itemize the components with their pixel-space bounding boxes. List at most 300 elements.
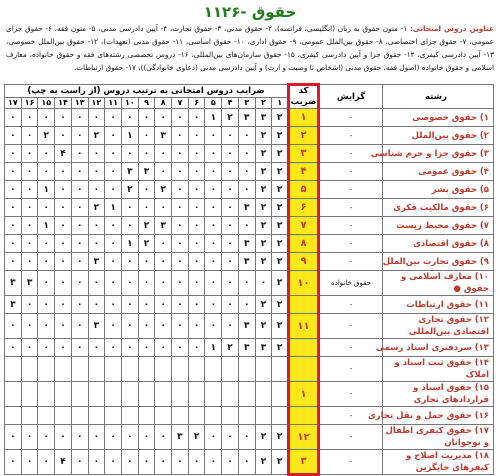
coefficient-cell: [5, 407, 22, 425]
coefficient-code: ۵: [289, 181, 319, 199]
coefficient-cell: [238, 382, 255, 407]
coefficient-cell: ۰: [105, 314, 122, 339]
table-row: [5, 217, 494, 235]
coefficient-cell: ۰: [71, 145, 88, 163]
column-header: ۱۶: [21, 97, 38, 108]
header-code: کد ضریب: [289, 85, 319, 109]
orientation: -: [319, 296, 383, 314]
coefficient-cell: [272, 407, 289, 425]
coefficient-cell: ۳: [238, 339, 255, 357]
coefficient-cell: [71, 382, 88, 407]
coefficient-cell: ۰: [188, 339, 205, 357]
coefficient-cell: [172, 407, 189, 425]
coefficient-cell: ۰: [222, 145, 239, 163]
coefficient-cell: [71, 357, 88, 382]
coefficient-cell: [172, 382, 189, 407]
column-header: ۱۷: [5, 97, 22, 108]
coefficient-cell: ۰: [188, 163, 205, 181]
coefficient-cell: ۰: [155, 235, 172, 253]
coefficient-cell: [55, 357, 72, 382]
column-header: ۴: [222, 97, 239, 108]
coefficient-cell: ۰: [138, 127, 155, 145]
coefficient-cell: ۰: [105, 271, 122, 296]
coefficient-code: [289, 339, 319, 357]
coefficient-cell: ۰: [205, 314, 222, 339]
coefficient-cell: ۰: [172, 199, 189, 217]
coefficient-cell: ۰: [105, 339, 122, 357]
coefficient-cell: ۰: [172, 163, 189, 181]
coefficient-cell: ۲: [272, 253, 289, 271]
coefficient-cell: ۰: [155, 199, 172, 217]
coefficient-cell: ۰: [38, 271, 55, 296]
column-header: ۱۴: [55, 97, 72, 108]
coefficient-cell: [5, 382, 22, 407]
coefficient-cell: ۱: [121, 235, 138, 253]
coefficient-cell: ۳: [238, 314, 255, 339]
coefficient-cell: [238, 407, 255, 425]
coefficient-cell: [105, 407, 122, 425]
coefficient-cell: ۰: [38, 425, 55, 450]
coefficient-cell: [172, 357, 189, 382]
coefficient-cell: ۳: [238, 199, 255, 217]
field-name: ۱۲) حقوق تجاری اقتصادی بین‌المللی: [383, 314, 494, 339]
coefficient-cell: ۰: [138, 253, 155, 271]
coefficient-cell: ۰: [21, 296, 38, 314]
coefficient-cell: ۰: [105, 109, 122, 127]
coefficient-cell: ۳: [138, 163, 155, 181]
coefficient-cell: ۰: [172, 109, 189, 127]
table-row: [5, 357, 494, 382]
orientation: -: [319, 253, 383, 271]
coefficient-cell: ۰: [5, 425, 22, 450]
coefficient-cell: ۰: [205, 145, 222, 163]
coefficient-cell: [205, 382, 222, 407]
coefficient-cell: [21, 382, 38, 407]
coefficient-cell: ۰: [5, 181, 22, 199]
coefficient-cell: ۰: [71, 253, 88, 271]
column-header: ۱۰: [121, 97, 138, 108]
coefficient-cell: ۰: [38, 145, 55, 163]
orientation: -: [319, 357, 383, 382]
coefficient-cell: ۰: [105, 253, 122, 271]
coefficient-cell: ۰: [121, 253, 138, 271]
coefficient-cell: ۰: [71, 425, 88, 450]
coefficient-cell: ۰: [88, 109, 105, 127]
coefficient-cell: [188, 407, 205, 425]
coefficient-cell: ۰: [55, 235, 72, 253]
coefficient-cell: ۳: [5, 296, 22, 314]
coefficient-cell: [222, 407, 239, 425]
coefficient-cell: ۰: [155, 109, 172, 127]
coefficient-cell: ۰: [238, 163, 255, 181]
coefficient-cell: ۰: [205, 271, 222, 296]
column-header: ۷: [172, 97, 189, 108]
coefficient-cell: [155, 382, 172, 407]
coefficient-cell: ۰: [205, 235, 222, 253]
coefficient-cell: ۰: [222, 181, 239, 199]
coefficient-cell: ۰: [71, 163, 88, 181]
coefficient-cell: ۰: [105, 127, 122, 145]
coefficient-cell: ۰: [55, 425, 72, 450]
coefficient-cell: ۲: [255, 253, 272, 271]
coefficient-cell: ۰: [121, 339, 138, 357]
coefficient-cell: ۲: [222, 109, 239, 127]
coefficient-cell: ۰: [88, 145, 105, 163]
field-name: ۵) حقوق بشر: [383, 181, 494, 199]
table-row: [5, 450, 494, 475]
coefficient-cell: ۲: [138, 217, 155, 235]
coefficient-cell: ۱: [105, 199, 122, 217]
coefficient-cell: ۰: [205, 450, 222, 475]
coefficient-cell: ۰: [205, 163, 222, 181]
coefficient-cell: ۰: [71, 296, 88, 314]
field-name: ۱۰) معارف اسلامی و حقوق ●: [383, 271, 494, 296]
coefficient-cell: ۰: [188, 450, 205, 475]
header-coefficients: ضرایب دروس امتحانی به ترتیب دروس (از راست به چپ): [5, 85, 289, 98]
coefficient-cell: ۰: [105, 235, 122, 253]
coefficient-cell: ۰: [105, 296, 122, 314]
field-name: ۱۸) مدیریت اصلاح و کیفرهای جایگزین: [383, 450, 494, 475]
coefficient-cell: ۲: [155, 181, 172, 199]
coefficient-cell: ۰: [155, 271, 172, 296]
coefficient-cell: ۰: [138, 145, 155, 163]
coefficient-cell: ۰: [172, 314, 189, 339]
coefficient-cell: ۰: [38, 314, 55, 339]
coefficient-cell: ۰: [88, 425, 105, 450]
coefficient-cell: ۰: [71, 271, 88, 296]
coefficient-cell: ۰: [55, 127, 72, 145]
coefficient-cell: ۰: [71, 314, 88, 339]
coefficient-cell: ۲: [222, 339, 239, 357]
coefficient-cell: [138, 382, 155, 407]
coefficient-cell: ۰: [155, 339, 172, 357]
table-row: [5, 109, 494, 127]
coefficient-cell: ۰: [21, 199, 38, 217]
coefficient-cell: ۰: [55, 163, 72, 181]
coefficient-cell: ۲: [272, 217, 289, 235]
coefficient-cell: ۰: [71, 217, 88, 235]
coefficient-cell: ۰: [88, 296, 105, 314]
coefficient-cell: ۰: [105, 425, 122, 450]
coefficient-code: ۱: [289, 109, 319, 127]
coefficient-cell: ۲: [88, 127, 105, 145]
coefficient-code: ۷: [289, 217, 319, 235]
orientation: -: [319, 407, 383, 425]
coefficient-cell: ۰: [238, 181, 255, 199]
coefficient-cell: ۰: [55, 181, 72, 199]
coefficient-code: ۲: [289, 127, 319, 145]
coefficient-cell: [155, 407, 172, 425]
coefficient-cell: ۲: [272, 109, 289, 127]
coefficient-cell: ۰: [55, 199, 72, 217]
coefficient-cell: ۰: [71, 127, 88, 145]
field-name: ۱۵) حقوق اسناد و قراردادهای تجاری: [383, 382, 494, 407]
coefficient-cell: ۱: [38, 217, 55, 235]
field-name: ۱۶) حقوق حمل و نقل تجاری: [383, 407, 494, 425]
coefficient-code: ۸: [289, 235, 319, 253]
field-name: ۷) حقوق محیط زیست: [383, 217, 494, 235]
coefficient-cell: ۰: [238, 271, 255, 296]
table-row: [5, 339, 494, 357]
coefficient-cell: ۰: [121, 296, 138, 314]
column-header: ۱۱: [105, 97, 122, 108]
orientation: -: [319, 145, 383, 163]
coefficient-cell: [88, 407, 105, 425]
coefficient-cell: [255, 382, 272, 407]
table-row: [5, 425, 494, 450]
coefficient-cell: ۰: [222, 217, 239, 235]
coefficient-cell: ۰: [105, 181, 122, 199]
coefficient-cell: ۰: [222, 253, 239, 271]
coefficient-cell: ۲: [255, 199, 272, 217]
coefficient-cell: [21, 407, 38, 425]
coefficient-cell: ۲: [272, 271, 289, 296]
coefficient-cell: [255, 357, 272, 382]
coefficient-cell: ۰: [222, 163, 239, 181]
coefficient-cell: ۰: [55, 296, 72, 314]
subjects-text: ۱- متون حقوق به زبان (انگلیسی، فرانسه)، ۲- حقوق مدنی، ۳- حقوق تجارت، ۴- آیین دادرسی مدنی، ۵- متون فقه، ۶- حقوق جزای عمومی، ۷- حقوق جزای اختصاصی، ۸- حقوق بین‌الملل عمومی، ۹- حقوق اداری، ۱۰- حقوق اساسی، ۱۱- حقوق مدنی (تعهدات)، ۱۲- حقوق بین‌الملل خصوصی، ۱۳- آیین دادرسی کیفری، ۱۴- حقوق جزا و آیین دادرسی کیفری، ۱۵- حقوق سازمان‌های بین‌المللی، ۱۶- دروس تخصصی رشته‌های فقه و حقوق خانواده، معارف اسلامی و حقوق خانواده (اصول فقه، حقوق مدنی (اشخاص تا وصیت و ارث) و آیین دادرسی مدنی (دعاوی خانوادگی))، ۱۷- حقوق ارتباطات.: [6, 24, 494, 72]
coefficients-table: [4, 83, 494, 476]
coefficient-cell: ۰: [188, 181, 205, 199]
coefficient-cell: ۲: [255, 296, 272, 314]
coefficient-cell: ۰: [172, 253, 189, 271]
coefficient-cell: ۰: [205, 199, 222, 217]
coefficient-code: ۱: [289, 382, 319, 407]
coefficient-cell: ۰: [88, 235, 105, 253]
coefficient-cell: ۰: [188, 271, 205, 296]
coefficient-code: ۶: [289, 199, 319, 217]
coefficient-cell: ۰: [55, 109, 72, 127]
coefficient-cell: ۰: [188, 314, 205, 339]
field-name: ۶) حقوق مالکیت فکری: [383, 199, 494, 217]
coefficient-cell: ۰: [222, 235, 239, 253]
coefficient-cell: ۰: [21, 235, 38, 253]
field-name: ۱۱) حقوق ارتباطات: [383, 296, 494, 314]
coefficient-cell: ۰: [5, 127, 22, 145]
coefficient-cell: ۲: [255, 450, 272, 475]
coefficient-cell: ۰: [21, 163, 38, 181]
orientation: -: [319, 163, 383, 181]
coefficient-cell: ۰: [172, 181, 189, 199]
coefficient-cell: ۰: [138, 450, 155, 475]
coefficient-cell: ۰: [38, 296, 55, 314]
coefficient-cell: ۰: [121, 145, 138, 163]
coefficient-cell: ۲: [272, 425, 289, 450]
coefficient-cell: ۰: [238, 127, 255, 145]
coefficient-cell: ۰: [205, 217, 222, 235]
coefficient-cell: [222, 357, 239, 382]
field-name: ۱۷) حقوق کیفری اطفال و نوجوانان: [383, 425, 494, 450]
coefficient-cell: ۳: [88, 253, 105, 271]
coefficient-cell: [155, 357, 172, 382]
coefficient-cell: ۰: [55, 339, 72, 357]
coefficient-cell: ۰: [55, 253, 72, 271]
coefficient-cell: ۰: [222, 314, 239, 339]
coefficient-cell: ۰: [38, 450, 55, 475]
coefficient-cell: ۲: [272, 235, 289, 253]
coefficient-cell: ۲: [272, 163, 289, 181]
coefficient-cell: ۲: [88, 199, 105, 217]
coefficient-cell: ۰: [155, 296, 172, 314]
coefficient-cell: ۲: [121, 181, 138, 199]
table-row: [5, 296, 494, 314]
coefficient-cell: ۳: [238, 109, 255, 127]
coefficient-cell: ۲: [255, 181, 272, 199]
coefficient-cell: ۱: [205, 339, 222, 357]
coefficient-cell: ۰: [5, 235, 22, 253]
column-header: ۳: [238, 97, 255, 108]
coefficient-cell: [38, 357, 55, 382]
coefficient-cell: ۲: [255, 314, 272, 339]
coefficient-cell: ۰: [5, 217, 22, 235]
coefficient-cell: ۳: [88, 314, 105, 339]
coefficient-cell: ۰: [38, 163, 55, 181]
coefficient-cell: ۰: [155, 163, 172, 181]
coefficient-cell: ۰: [172, 217, 189, 235]
coefficient-cell: ۰: [105, 217, 122, 235]
field-name: ۱۴) حقوق ثبت اسناد و املاک: [383, 357, 494, 382]
coefficient-cell: ۰: [222, 450, 239, 475]
coefficient-cell: ۰: [71, 339, 88, 357]
coefficient-cell: ۰: [138, 314, 155, 339]
coefficient-cell: ۰: [71, 181, 88, 199]
coefficient-cell: ۰: [105, 450, 122, 475]
coefficient-cell: ۰: [138, 271, 155, 296]
coefficient-cell: [138, 357, 155, 382]
orientation: -: [319, 382, 383, 407]
coefficient-cell: ۰: [71, 199, 88, 217]
coefficient-cell: ۰: [222, 271, 239, 296]
coefficient-cell: [88, 357, 105, 382]
coefficient-cell: ۰: [138, 181, 155, 199]
coefficient-cell: [21, 357, 38, 382]
coefficient-cell: ۰: [172, 127, 189, 145]
coefficient-cell: ۰: [105, 163, 122, 181]
coefficient-cell: ۰: [121, 271, 138, 296]
orientation: -: [319, 314, 383, 339]
coefficient-cell: [272, 382, 289, 407]
coefficient-cell: [88, 382, 105, 407]
coefficient-cell: ۲: [38, 127, 55, 145]
coefficient-cell: ۰: [155, 425, 172, 450]
coefficient-cell: ۰: [205, 425, 222, 450]
field-name: ۸) حقوق اقتصادی: [383, 235, 494, 253]
coefficient-cell: ۳: [155, 127, 172, 145]
coefficient-cell: ۰: [21, 217, 38, 235]
coefficient-cell: ۰: [188, 235, 205, 253]
table-row: [5, 271, 494, 296]
coefficient-cell: ۲: [188, 425, 205, 450]
coefficient-cell: ۰: [38, 253, 55, 271]
coefficient-cell: ۰: [21, 109, 38, 127]
coefficient-cell: ۰: [138, 296, 155, 314]
coefficient-code: [289, 296, 319, 314]
column-header: ۱۵: [38, 97, 55, 108]
table-row: [5, 407, 494, 425]
coefficient-cell: [138, 407, 155, 425]
coefficient-cell: ۰: [238, 425, 255, 450]
coefficient-cell: ۰: [172, 271, 189, 296]
coefficient-cell: ۰: [5, 253, 22, 271]
coefficient-code: ۹: [289, 253, 319, 271]
column-header: ۱۳: [71, 97, 88, 108]
coefficient-cell: [255, 407, 272, 425]
orientation: -: [319, 127, 383, 145]
coefficient-cell: ۱: [205, 109, 222, 127]
column-header: ۸: [155, 97, 172, 108]
coefficient-cell: ۲: [272, 145, 289, 163]
orientation: -: [319, 235, 383, 253]
coefficient-cell: ۲: [138, 235, 155, 253]
table-row: [5, 314, 494, 339]
coefficient-cell: ۰: [88, 339, 105, 357]
coefficient-cell: ۰: [5, 163, 22, 181]
coefficient-cell: ۰: [21, 339, 38, 357]
coefficient-cell: ۰: [55, 271, 72, 296]
coefficient-cell: ۰: [88, 217, 105, 235]
table-row: [5, 181, 494, 199]
column-header: ۱: [272, 97, 289, 108]
coefficient-code: ۴: [289, 163, 319, 181]
coefficient-cell: ۰: [5, 339, 22, 357]
column-header: ۹: [138, 97, 155, 108]
coefficient-cell: ۰: [88, 271, 105, 296]
coefficient-code: [289, 357, 319, 382]
coefficient-cell: ۳: [172, 425, 189, 450]
coefficient-cell: ۳: [21, 271, 38, 296]
coefficient-cell: ۰: [205, 253, 222, 271]
orientation: -: [319, 339, 383, 357]
coefficient-cell: ۲: [272, 314, 289, 339]
coefficient-cell: ۰: [188, 109, 205, 127]
coefficient-code: ۱۰: [289, 271, 319, 296]
coefficient-cell: ۰: [238, 450, 255, 475]
field-name: ۲) حقوق بین‌الملل: [383, 127, 494, 145]
coefficient-cell: [55, 382, 72, 407]
coefficient-cell: ۳: [5, 271, 22, 296]
orientation: -: [319, 109, 383, 127]
coefficient-cell: ۰: [188, 199, 205, 217]
coefficient-cell: ۰: [238, 296, 255, 314]
coefficient-cell: [205, 357, 222, 382]
subjects-header: عناوین دروس امتحانی:: [409, 24, 495, 33]
coefficient-cell: [55, 407, 72, 425]
coefficient-cell: ۲: [255, 127, 272, 145]
coefficient-cell: ۲: [255, 425, 272, 450]
coefficient-cell: [5, 357, 22, 382]
column-header: ۲: [255, 97, 272, 108]
coefficient-cell: ۳: [155, 217, 172, 235]
coefficient-cell: ۳: [238, 235, 255, 253]
coefficient-cell: ۰: [155, 450, 172, 475]
coefficient-cell: ۰: [205, 127, 222, 145]
coefficient-cell: [188, 382, 205, 407]
coefficient-cell: ۰: [21, 181, 38, 199]
coefficient-cell: ۰: [21, 127, 38, 145]
coefficient-cell: ۰: [71, 235, 88, 253]
coefficient-code: ۱۱: [289, 314, 319, 339]
coefficient-cell: ۲: [255, 145, 272, 163]
coefficient-cell: ۰: [5, 145, 22, 163]
coefficient-cell: ۰: [172, 450, 189, 475]
table-row: [5, 145, 494, 163]
coefficient-cell: ۰: [121, 199, 138, 217]
coefficient-cell: ۰: [21, 145, 38, 163]
coefficient-cell: ۰: [71, 109, 88, 127]
table-row: [5, 199, 494, 217]
coefficient-cell: ۲: [272, 339, 289, 357]
coefficient-cell: ۰: [21, 253, 38, 271]
